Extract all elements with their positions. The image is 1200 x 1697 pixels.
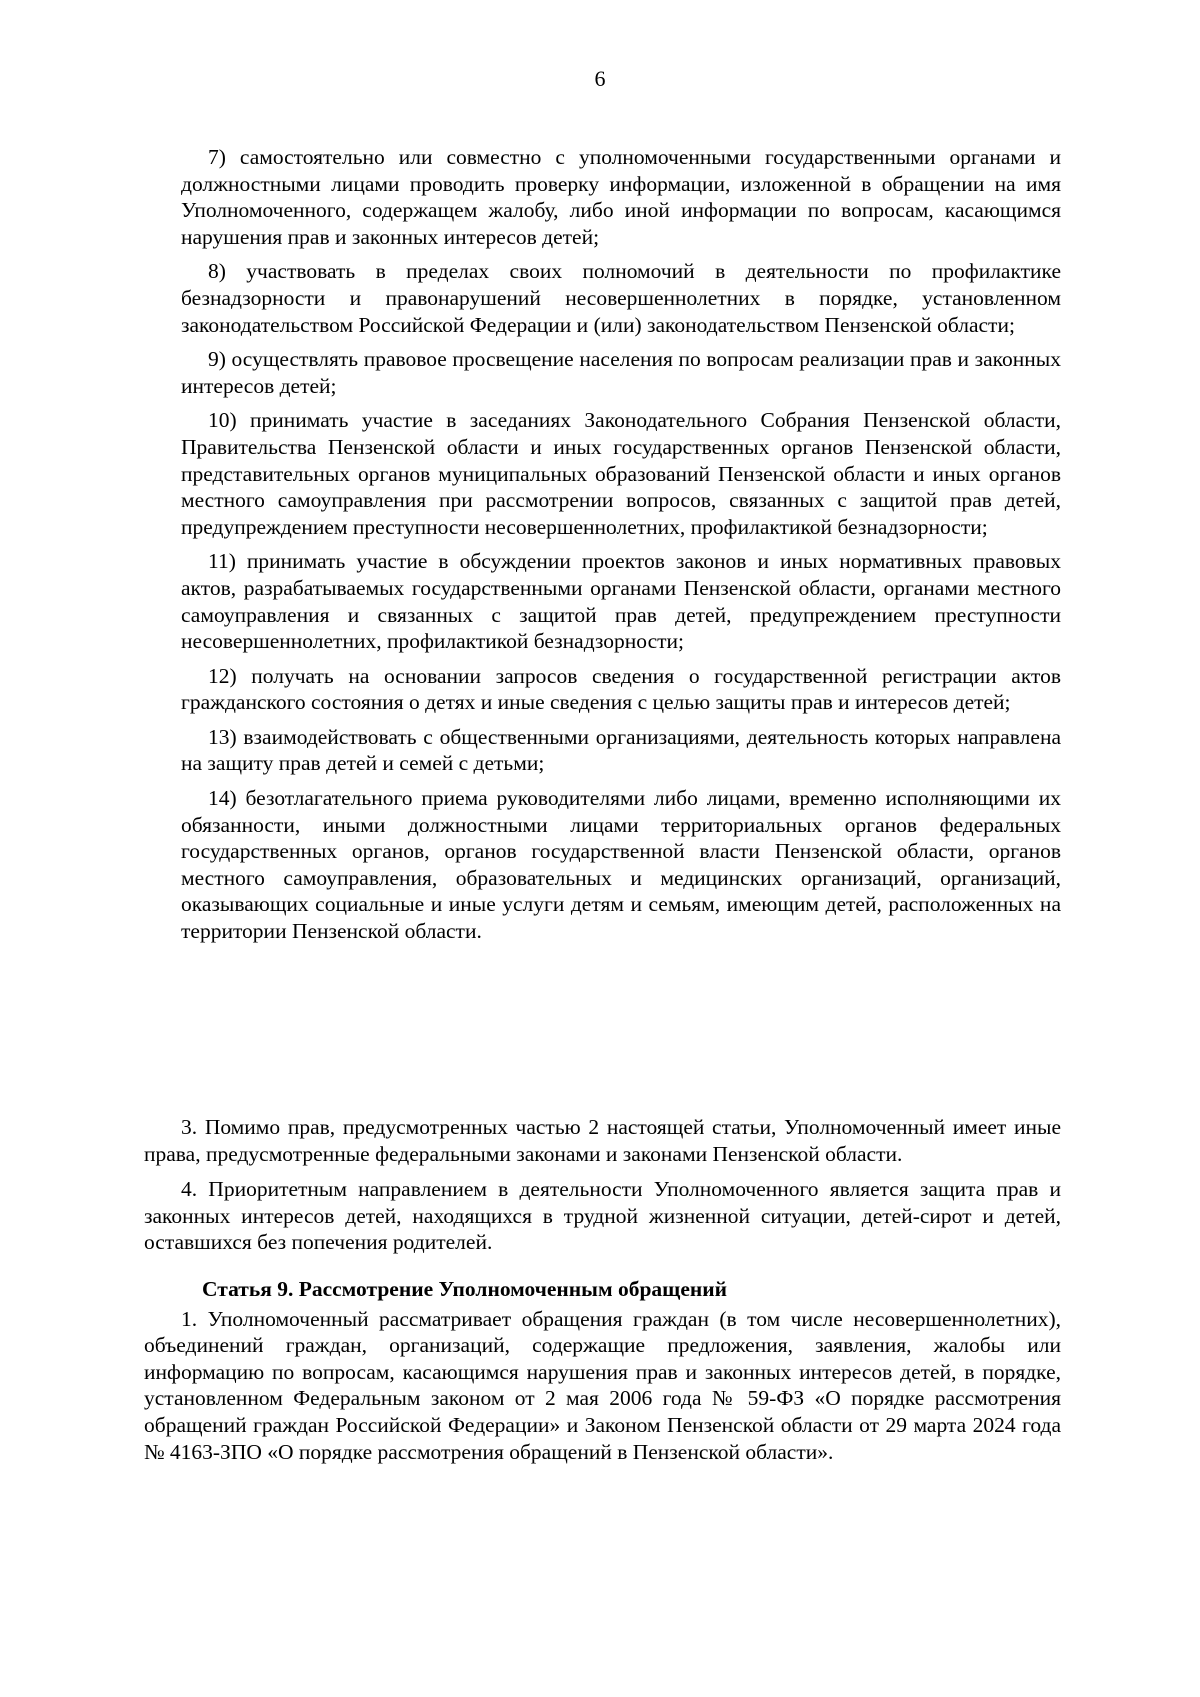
article-paragraph: 1. Уполномоченный рассматривает обращения граждан (в том числе несовершеннолетних), объединений граждан, организаций, содержащие предложения, заявления, жалобы или информацию по вопросам, касающимся нарушения прав и законных интересов детей, в порядке, установленном Федеральным законом от 2 мая 2006 года № 59-ФЗ «О порядке рассмотрения обращений граждан Российской Федерации» и Законом Пензенской области от 29 марта 2024 года № 4163-ЗПО «О порядке рассмотрения обращений в Пензенской области». [144, 1306, 1061, 1464]
document-body [144, 1114, 1061, 1474]
article-heading: Статья 9. Рассмотрение Уполномоченным обращений [202, 1276, 728, 1301]
page-number: 6 [594, 66, 606, 91]
list-item: 14) безотлагательного приема руководителями либо лицами, временно исполняющими их обязанности, иными должностными лицами территориальных органов федеральных государственных органов, органов государственной власти Пензенской области, органов местного самоуправления, образовательных и медицинских организаций, организаций, оказывающих социальные и иные услуги детям и семьям, имеющим детей, расположенных на территории Пензенской области. [181, 786, 1061, 944]
paragraph-part-3: 3. Помимо прав, предусмотренных частью 2 настоящей статьи, Уполномоченный имеет иные права, предусмотренные федеральными законами и законами Пензенской области. [144, 1115, 1061, 1166]
list-item: 7) самостоятельно или совместно с уполномоченными государственными органами и должностными лицами проводить проверку информации, изложенной в обращении на имя Уполномоченного, содержащем жалобу, либо иной информации по вопросам, касающимся нарушения прав и законных интересов детей; [181, 145, 1061, 249]
list-item: 12) получать на основании запросов сведения о государственной регистрации актов гражданского состояния о детях и иные сведения с целью защиты прав и интересов детей; [181, 663, 1061, 715]
list-item: 13) взаимодействовать с общественными организациями, деятельность которых направлена на защиту прав детей и семей с детьми; [181, 724, 1061, 776]
list-item: 11) принимать участие в обсуждении проектов законов и иных нормативных правовых актов, разрабатываемых государственными органами Пензенской области, органами местного самоуправления и связанных с защитой прав детей, предупреждением преступности несовершеннолетних, профилактикой безнадзорности; [181, 549, 1061, 654]
paragraph-part-4: 4. Приоритетным направлением в деятельности Уполномоченного является защита прав и законных интересов детей, находящихся в трудной жизненной ситуации, детей-сирот и детей, оставшихся без попечения родителей. [144, 1177, 1061, 1255]
rights-list [181, 144, 1061, 953]
list-item: 10) принимать участие в заседаниях Законодательного Собрания Пензенской области, Правительства Пензенской области и иных государственных органов Пензенской области, представительных органов муниципальных образований Пензенской области и иных органов местного самоуправления при рассмотрении вопросов, связанных с защитой прав детей, предупреждением преступности несовершеннолетних, профилактикой безнадзорности; [181, 408, 1061, 539]
list-item: 9) осуществлять правовое просвещение населения по вопросам реализации прав и законных интересов детей; [181, 347, 1061, 398]
list-item: 8) участвовать в пределах своих полномочий в деятельности по профилактике безнадзорности и правонарушений несовершеннолетних в порядке, установленном законодательством Российской Федерации и (или) законодательством Пензенской области; [181, 259, 1061, 337]
